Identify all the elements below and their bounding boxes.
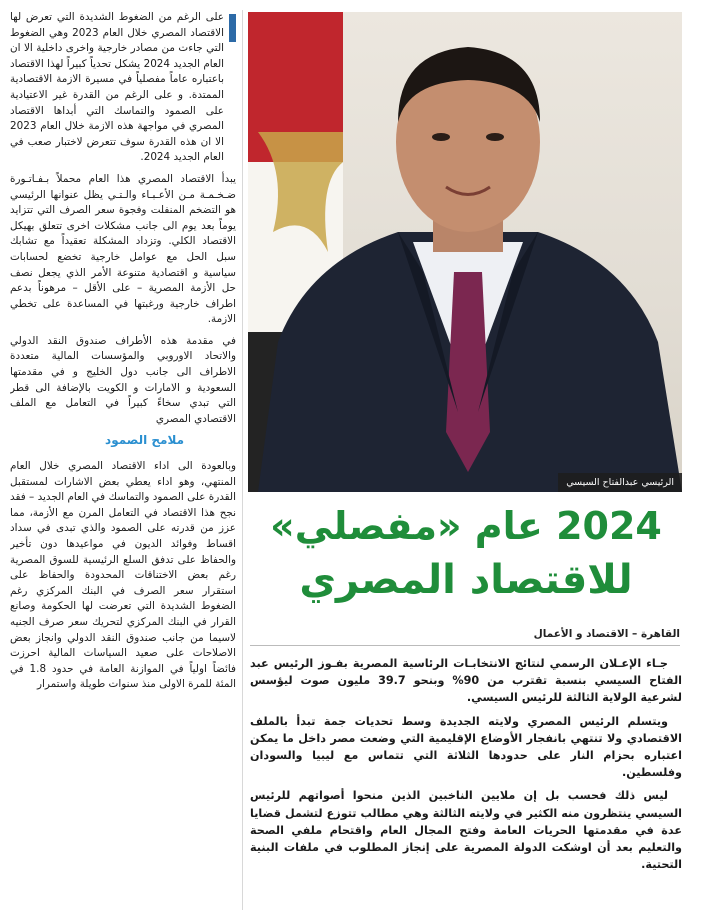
column-divider — [242, 10, 243, 910]
left-paragraph: على الرغم من الضغوط الشديدة التي تعرض لها الاقتصاد المصري خلال العام 2023 وهي الضغوط التي جاءت من مصادر خارجية واخرى داخلية الا ان العام الجديد 2024 يشكل تحدياً كبيراً لهذا الاقتصاد باعتباره عاماً مفصلياً في مسيرة الازمة الاقتصادية الممتدة. و على الرغم من القدرة غير الاعتيادية على الصمود والتماسك التي أبداها الاقتصاد المصري في مواجهة هذه الازمة خلال العام 2023 الا ان هذه القدرة سوف تتعرض لاختبار صعب في العام الجديد 2024. — [10, 11, 224, 164]
headline-line-1: 2024 عام «مفصلي» — [270, 504, 662, 548]
headline-line-2: للاقتصاد المصري — [299, 557, 633, 603]
body-paragraph: جـاء الإعـلان الرسمي لنتائج الانتخابـات الرئاسية المصرية بفـوز الرئيس عبد الفتاح السيسي بنسبة تقترب من 90% وبنحو 39.7 مليون صوت ليؤسس لشرعية الولاية الثالثة للرئيس السيسي. — [250, 657, 682, 705]
photo-caption: الرئيسي عبدالفتاح السيسي — [558, 473, 682, 492]
section-subhead: ملامح الصمود — [105, 433, 184, 448]
dateline: القاهرة – الاقتصاد و الأعمال — [250, 628, 680, 646]
article-headline — [250, 500, 682, 608]
body-paragraph: ويتسلم الرئيس المصري ولايته الجديدة وسط تحديات جمة تبدأ بالملف الاقتصادي ولا تنتهي بانفجار الأوضاع الإقليمية التي وضعت مصر داخل ما يمكن اعتباره بحزام النار على حدودها الثلاثة التي تتماس مع ليبيا والسودان وفلسطين. — [250, 714, 682, 780]
president-photo — [248, 12, 682, 492]
portrait-illustration — [248, 12, 682, 492]
left-article-column — [10, 10, 236, 910]
body-paragraph: ليس ذلك فحسب بل إن ملايين الناخبين الذين منحوا أصواتهم للرئيس السيسي ينتظرون منه الكثير في ولايته الثالثة وهي مطالب تتوزع لتشمل قضايا عدة في مقدمتها الحريات العامة وفتح المجال العام واقتحام ملفي الصحة والتعليم بعد أن اوشكت الدولة المصرية على إنجاز المطلوب في ملفات البنية التحتية. — [250, 789, 682, 872]
column-marker — [229, 14, 236, 42]
main-article-body — [250, 655, 682, 879]
left-paragraph: يبدأ الاقتصاد المصري هذا العام محملاً بـفـاتـورة ضـخـمـة مـن الأعـبـاء والـتـي يظل عنوانها الرئيسي هو التضخم المنفلت وفجوة سعر الصرف التي تتزايد يوماً بعد يوم الى جانب مشكلات اخرى تتعلق بهيكل الاقتصاد الكلي. وتزداد المشكلة تعقيداً مع تشابك سبل الحل مع عوامل خارجية تخضع لحسابات سياسية و اقتصادية متنوعة الأمر الذي يجعل نصف حل الأزمة المصرية – على الأقل – مرهوناً بدعم اطراف خارجية ورغبتها في المساعدة على تخطي الازمة. — [10, 172, 236, 326]
left-paragraph: وبالعودة الى اداء الاقتصاد المصري خلال العام المنتهي، وهو اداء يعطي بعض الاشارات لمستقبل القدرة على الصمود والتماسك في العام الجديد – فقد نجح هذا الاقتصاد في التعامل المرن مع الأزمة، مما عزز من قدرته على الصمود والذي تبدى في سداد اقساط وفوائد الديون في مواعيدها دون تأخير والحفاظ على تدفق السلع الرئيسية للسوق المصرية رغم بعض الاختناقات المحدودة والحفاظ على استقرار سعر الصرف في البنك المركزي رغم الضغوط الشديدة التي تعرضت لها الحكومة وصانع القرار في البنك المركزي لتحريك سعر صرف الجنيه لاسيما من جانب صندوق النقد الدولي وانجاز بعض الاصلاحات على صعيد السياسات المالية احرزت فائضاً اولياً في الموازنة العامة في حدود 1.8 في المئة للمرة الاولى منذ سنوات طويلة واستمرار — [10, 460, 236, 691]
left-paragraph: في مقدمة هذه الأطراف صندوق النقد الدولي والاتحاد الاوروبي والمؤسسات المالية متعددة الاطراف الى جانب دول الخليج و في مقدمتها السعودية و الامارات و الكويت بالإضافة الى قطر التي تبدي سخاءً كبيراً في التعامل مع الملف الاقتصادي المصري — [10, 334, 236, 425]
